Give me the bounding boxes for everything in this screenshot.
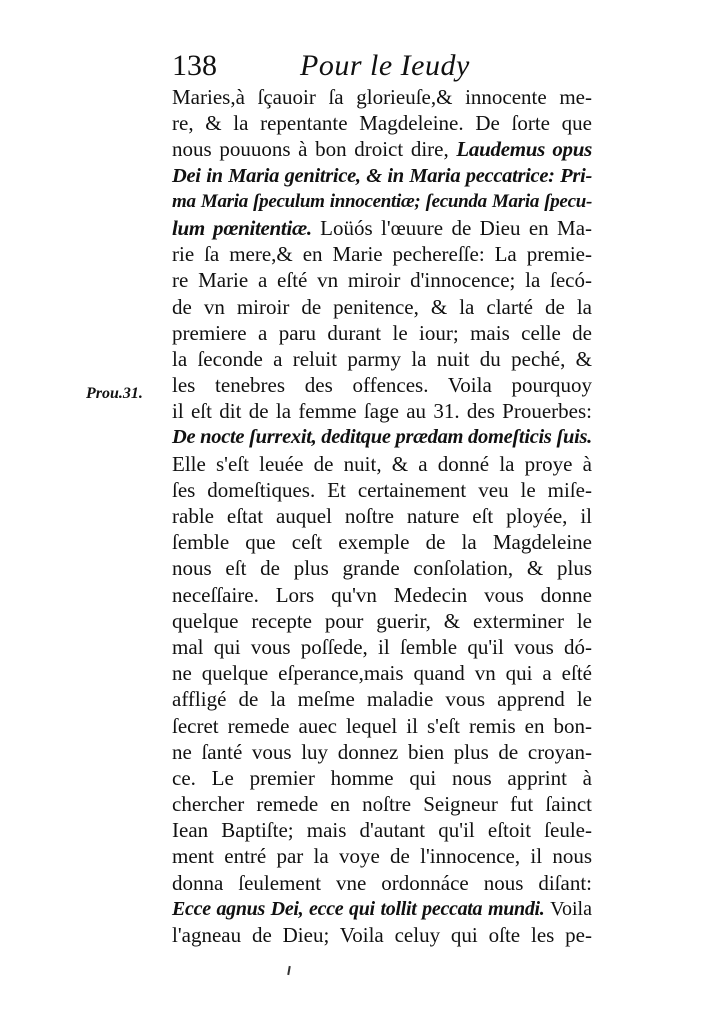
running-head: Pour le Ieudy xyxy=(300,49,470,82)
text-line: ment entré par la voye de l'innocence, il nous xyxy=(172,844,592,869)
text-line: de vn miroir de penitence, & la clarté de la xyxy=(172,294,592,319)
text-line: les tenebres des offences. Voila pourquoy xyxy=(172,373,592,398)
text-line: nous eſt de plus grande conſolation, & plus xyxy=(172,556,592,581)
text-line: il eſt dit de la femme ſage au 31. des Prouerbes: xyxy=(172,399,592,424)
page-number: 138 xyxy=(172,49,217,82)
ink-speck xyxy=(287,966,291,975)
text-line: rie ſa mere,& en Marie pechereſſe: La premie- xyxy=(172,242,592,267)
text-line: ne quelque eſperance,mais quand vn qui a eſté xyxy=(172,661,592,686)
text-line: De nocte ſurrexit, deditque prædam domeſticis ſuis. xyxy=(172,426,592,449)
text-line: Ecce agnus Dei, ecce qui tollit peccata mundi. Voila xyxy=(172,897,592,920)
text-line: rable eſtat auquel noſtre nature eſt ployée, il xyxy=(172,504,592,528)
body-text xyxy=(172,84,592,948)
text-line: premiere a paru durant le iour; mais celle de xyxy=(172,320,592,345)
text-line: l'agneau de Dieu; Voila celuy qui oſte les pe- xyxy=(172,923,592,947)
text-line: quelque recepte pour guerir, & exterminer le xyxy=(172,608,592,633)
text-line: mal qui vous poſſede, il ſemble qu'il vous dó- xyxy=(172,634,592,659)
text-line: donna ſeulement vne ordonnáce nous diſant: xyxy=(172,870,592,895)
text-line: neceſſaire. Lors qu'vn Medecin vous donne xyxy=(172,582,592,607)
text-line: ma Maria ſpeculum innocentiæ; ſecunda Maria ſpecu- xyxy=(172,190,592,212)
text-line: re Marie a eſté vn miroir d'innocence; la ſecó- xyxy=(172,268,592,293)
text-line: Maries,à ſçauoir ſa glorieuſe,& innocente me- xyxy=(172,85,592,109)
text-line: ſes domeſtiques. Et certainement veu le miſe- xyxy=(172,477,592,502)
text-line: ne ſanté vous luy donnez bien plus de croyan- xyxy=(172,739,592,764)
text-line: Iean Baptiſte; mais d'autant qu'il eſtoit ſeule- xyxy=(172,818,592,843)
margin-note: Prou.31. xyxy=(86,385,143,402)
text-line: la ſeconde a reluit parmy la nuit du peché, & xyxy=(172,346,592,371)
text-line: Dei in Maria genitrice, & in Maria peccatrice: Pri- xyxy=(172,164,592,187)
text-line: affligé de la meſme maladie vous apprend le xyxy=(172,687,592,712)
text-line: re, & la repentante Magdeleine. De ſorte que xyxy=(172,111,592,136)
text-line: chercher remede en noſtre Seigneur fut ſainct xyxy=(172,792,592,817)
text-line: ſemble que ceſt exemple de la Magdeleine xyxy=(172,530,592,555)
text-line: nous pouuons à bon droict dire, Laudemus opus xyxy=(172,137,592,162)
text-line: ſecret remede auec lequel il s'eſt remis en bon- xyxy=(172,713,592,738)
text-line: ce. Le premier homme qui nous apprint à xyxy=(172,765,592,790)
page-header xyxy=(172,48,592,84)
text-line: Elle s'eſt leuée de nuit, & a donné la proye à xyxy=(172,451,592,476)
text-line: lum pœnitentiæ. Loüós l'œuure de Dieu en Ma- xyxy=(172,215,593,240)
